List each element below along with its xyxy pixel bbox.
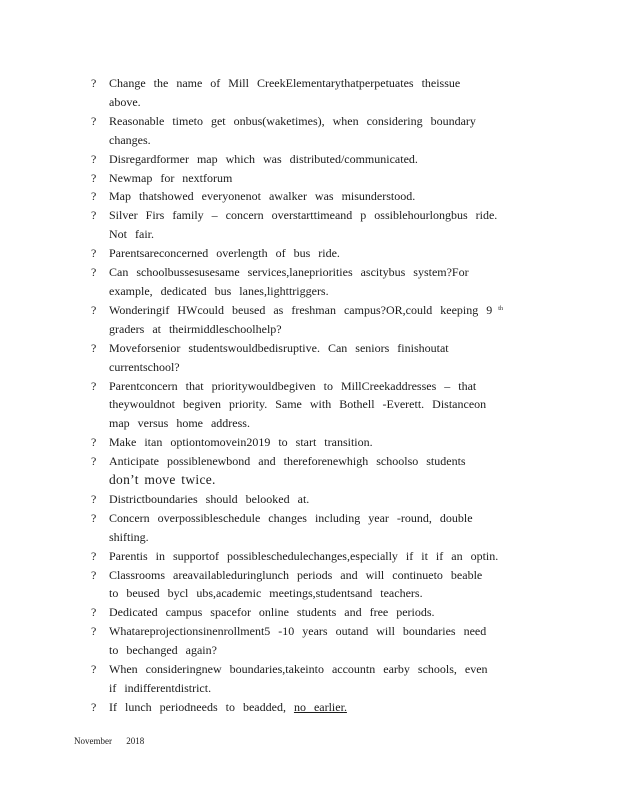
item-text-line xyxy=(109,660,558,679)
item-text-line xyxy=(109,679,558,698)
list-item xyxy=(0,339,618,377)
superscript-text: th xyxy=(498,305,503,312)
bullet-marker: ? xyxy=(91,624,97,639)
list-item xyxy=(0,698,618,717)
item-text-line xyxy=(109,150,558,169)
item-text-line xyxy=(109,641,558,660)
item-text: Map thatshowed everyonenot awalker was misunderstood. xyxy=(109,189,416,204)
page-footer xyxy=(74,736,144,746)
item-text: Whatareprojectionsinenrollment5 -10 years outand will boundaries need xyxy=(109,624,487,639)
item-text: Parentsareconcerned overlength of bus ride. xyxy=(109,246,340,261)
bullet-marker: ? xyxy=(91,208,97,223)
item-text: Parentconcern that prioritywouldbegiven to MillCreekaddresses – that xyxy=(109,378,477,393)
bullet-marker: ? xyxy=(91,246,97,261)
item-text: to beused bycl ubs,academic meetings,studentsand teachers. xyxy=(109,586,423,601)
item-text: Disregardformer map which was distributed/communicated. xyxy=(109,151,418,166)
list-item xyxy=(0,263,618,301)
item-text-line xyxy=(109,433,558,452)
list-item xyxy=(0,206,618,244)
item-text: Districtboundaries should belooked at. xyxy=(109,491,310,506)
bullet-marker: ? xyxy=(91,340,97,355)
item-text-line xyxy=(109,320,558,339)
item-text: Moveforsenior studentswouldbedisruptive. Can seniors finishoutat xyxy=(109,340,449,355)
list-item xyxy=(0,244,618,263)
item-text-large: don’t move twice. xyxy=(109,472,216,488)
item-text-line xyxy=(109,377,558,396)
item-text: theywouldnot begiven priority. Same with Bothell -Everett. Distanceon xyxy=(109,397,487,412)
bullet-marker: ? xyxy=(91,302,97,317)
list-item xyxy=(0,187,618,206)
item-text-line xyxy=(109,74,558,93)
bullet-marker: ? xyxy=(91,189,97,204)
item-text-line xyxy=(109,339,558,358)
bullet-marker: ? xyxy=(91,76,97,90)
list-item xyxy=(0,150,618,169)
item-text-line xyxy=(109,490,558,509)
item-text: Parentis in supportof possibleschedulechanges,especially if it if an optin. xyxy=(109,548,499,563)
item-text-line xyxy=(109,358,558,377)
bullet-marker: ? xyxy=(91,170,97,185)
list-item xyxy=(0,622,618,660)
item-text-line xyxy=(109,282,558,301)
item-text: If lunch periodneeds to beadded, xyxy=(109,699,286,714)
item-text: Concern overpossibleschedule changes including year -round, double xyxy=(109,510,473,525)
underlined-text: no earlier xyxy=(293,699,344,714)
item-text: currentschool? xyxy=(109,359,180,374)
footer-month: November xyxy=(74,736,112,746)
list-item xyxy=(0,74,618,112)
list-item xyxy=(0,377,618,434)
item-text: Make itan optiontomovein2019 to start transition. xyxy=(109,435,373,450)
item-text: Change the name of Mill CreekElementarythatperpetuates theissue xyxy=(109,76,461,90)
item-text-line xyxy=(109,584,558,603)
item-text-line xyxy=(109,698,558,717)
item-text-line xyxy=(109,452,558,471)
bullet-marker: ? xyxy=(91,567,97,582)
item-text: Classrooms areavailableduringlunch periods and will continueto beable xyxy=(109,567,483,582)
item-text-line xyxy=(109,566,558,585)
item-text: map versus home address. xyxy=(109,416,250,431)
item-text-line xyxy=(109,603,558,622)
item-text: if indifferentdistrict. xyxy=(109,681,212,695)
list-item xyxy=(0,169,618,188)
item-text-line xyxy=(109,414,558,433)
bullet-marker: ? xyxy=(91,435,97,450)
item-text: Not fair. xyxy=(109,227,154,242)
item-text-line xyxy=(109,509,558,528)
item-text-line xyxy=(109,244,558,263)
item-text: changes. xyxy=(109,132,151,147)
bullet-marker: ? xyxy=(91,378,97,393)
item-text: example, dedicated bus lanes,lighttriggers. xyxy=(109,283,329,298)
item-text-line xyxy=(109,131,558,150)
item-text-line xyxy=(109,622,558,641)
bullet-marker: ? xyxy=(91,605,97,620)
bullet-marker: ? xyxy=(91,454,97,469)
item-text-line xyxy=(109,112,558,131)
list-item xyxy=(0,433,618,452)
item-text: above. xyxy=(109,94,141,109)
item-text: Can schoolbussesusesame services,lanepriorities ascitybus system?For xyxy=(109,265,469,280)
item-text-line xyxy=(109,528,558,547)
bullet-marker: ? xyxy=(91,548,97,563)
bullet-marker: ? xyxy=(91,265,97,280)
item-text-line xyxy=(109,225,558,244)
item-text: Anticipate possiblenewbond and thereforenewhigh schoolso students xyxy=(109,454,466,469)
footer-year: 2018 xyxy=(126,736,145,746)
item-text: Dedicated campus spacefor online students and free periods. xyxy=(109,605,435,620)
list-item xyxy=(0,490,618,509)
item-text-line xyxy=(109,93,558,112)
list-item xyxy=(0,566,618,604)
item-text: When consideringnew boundaries,takeinto accountn earby schools, even xyxy=(109,662,488,677)
item-text: to bechanged again? xyxy=(109,643,217,658)
bullet-marker: ? xyxy=(91,113,97,128)
item-text-line xyxy=(109,169,558,188)
bullet-marker: ? xyxy=(91,491,97,506)
item-text: Reasonable timeto get onbus(waketimes), when considering boundary xyxy=(109,113,476,128)
bullet-marker: ? xyxy=(91,699,97,714)
item-text-line xyxy=(109,301,558,320)
item-text: Newmap for nextforum xyxy=(109,170,233,185)
bullet-marker: ? xyxy=(91,151,97,166)
bullet-marker: ? xyxy=(91,510,97,525)
item-text-line xyxy=(109,206,558,225)
list-item xyxy=(0,452,618,490)
list-item xyxy=(0,660,618,698)
list-item xyxy=(0,509,618,547)
trailing-period: . xyxy=(343,699,347,714)
list-item xyxy=(0,112,618,150)
bullet-list xyxy=(0,74,618,717)
item-text: shifting. xyxy=(109,529,149,544)
list-item xyxy=(0,547,618,566)
item-text-line xyxy=(109,547,558,566)
item-text-line xyxy=(109,263,558,282)
list-item xyxy=(0,301,618,339)
item-text: Silver Firs family – concern overstarttimeand p ossiblehourlongbus ride. xyxy=(109,208,498,223)
item-text-line xyxy=(109,187,558,206)
bullet-marker: ? xyxy=(91,662,97,677)
item-text: Wonderingif HWcould beused as freshman campus?OR,could keeping 9 xyxy=(109,302,493,317)
item-text-line xyxy=(109,395,558,414)
item-text: graders at theirmiddleschoolhelp? xyxy=(109,321,282,336)
list-item xyxy=(0,603,618,622)
